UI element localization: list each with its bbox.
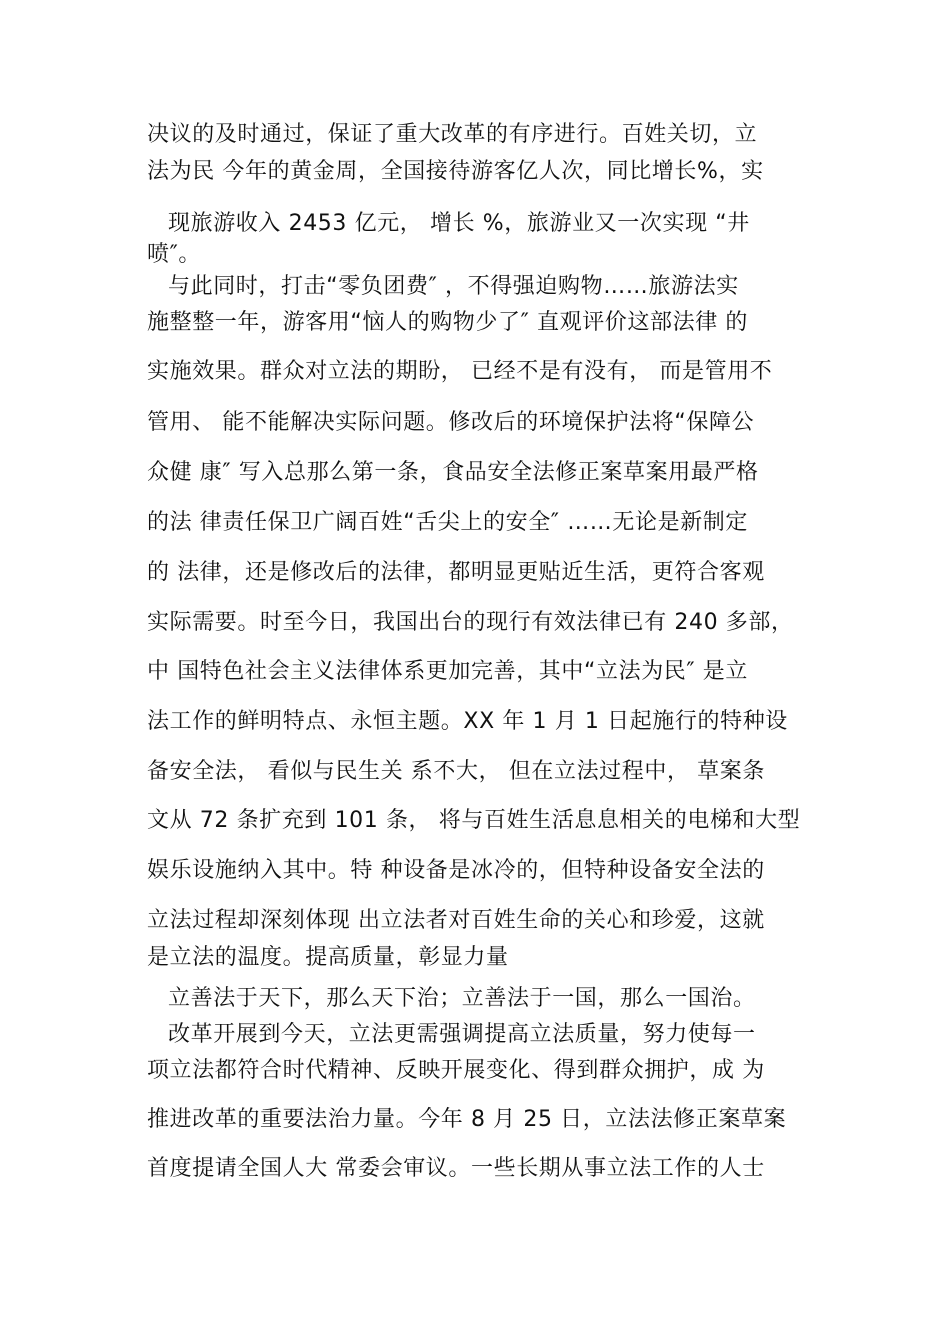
text-line: 众健 康″ 写入总那么第一条，食品安全法修正案草案用最严格 [147,460,759,485]
text-line: 娱乐设施纳入其中。特 种设备是冰冷的，但特种设备安全法的 [147,858,765,883]
text-line: 实施效果。群众对立法的期盼， 已经不是有没有， 而是管用不 [147,359,773,384]
text-line: 法工作的鲜明特点、永恒主题。XX 年 1 月 1 日起施行的特种设 [147,709,788,734]
text-line: 现旅游收入 2453 亿元， 增长 %，旅游业又一次实现 “井 [168,211,750,236]
text-line: 中 国特色社会主义法律体系更加完善，其中“立法为民″ 是立 [147,659,749,684]
text-line: 首度提请全国人大 常委会审议。一些长期从事立法工作的人士 [147,1156,765,1181]
text-line: 是立法的温度。提高质量，彰显力量 [147,945,509,970]
text-line: 法为民 今年的黄金周，全国接待游客亿人次，同比增长%，实 [147,159,764,184]
text-line: 实际需要。时至今日，我国出台的现行有效法律已有 240 多部， [147,610,794,635]
text-line: 立善法于天下，那么天下治；立善法于一国，那么一国治。 [168,986,756,1011]
text-line: 与此同时，打击“零负团费″ ，不得强迫购物……旅游法实 [168,274,739,299]
text-line: 项立法都符合时代精神、反映开展变化、得到群众拥护，成 为 [147,1058,765,1083]
text-line: 管用、 能不能解决实际问题。修改后的环境保护法将“保障公 [147,410,755,435]
text-line: 立法过程却深刻体现 出立法者对百姓生命的关心和珍爱，这就 [147,908,765,933]
text-line: 的 法律，还是修改后的法律，都明显更贴近生活，更符合客观 [147,560,765,585]
text-line: 的法 律责任保卫广阔百姓“舌尖上的安全″ ……无论是新制定 [147,510,749,535]
text-line: 备安全法， 看似与民生关 系不大， 但在立法过程中， 草案条 [147,759,765,784]
text-line: 改革开展到今天，立法更需强调提高立法质量，努力使每一 [168,1022,756,1047]
text-line: 推进改革的重要法治力量。今年 8 月 25 日，立法法修正案草案 [147,1107,787,1132]
text-line: 决议的及时通过，保证了重大改革的有序进行。百姓关切，立 [147,122,758,147]
text-line: 文从 72 条扩充到 101 条， 将与百姓生活息息相关的电梯和大型 [147,808,801,833]
text-line: 施整整一年，游客用“恼人的购物少了″ 直观评价这部法律 的 [147,310,749,335]
text-line: 喷″。 [147,242,202,267]
